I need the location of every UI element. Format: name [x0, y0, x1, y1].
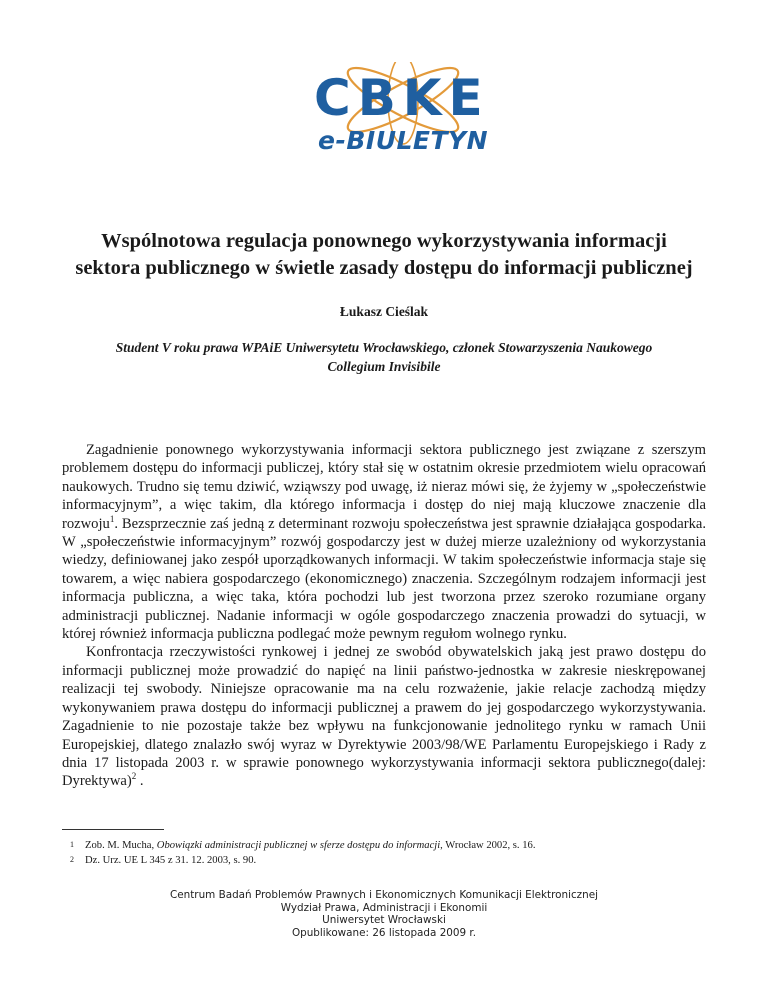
paragraph-1: Zagadnienie ponownego wykorzystywania informacji sektora publicznego jest związane z szerszym problemem dostępu do informacji publiczej, który stał się w ostatnim okresie przedmiotem wielu opracowań naukowych. Trudno się temu dziwić, wziąwszy pod uwagę, iż nieraz mówi się, że żyjemy w „społeczeństwie informacyjnym”, a więc takim, dla którego informacja i dostęp do niej mają kluczowe znaczenie dla rozwoju$^1$. Bezsprzecznie zaś jedną z determinant rozwoju społeczeństwa jest sprawnie działająca gospodarka. W „społeczeństwie informacyjnym” rozwój gospodarczy jest w dużej mierze uzależniony od wykorzystania wiedzy, definiowanej jako zespół uporządkowanych informacji. W takim społeczeństwie informacja staje się towarem, a więc nabiera gospodarczego (ekonomicznego) znaczenia. Szczególnym rodzajem informacji jest informacja publiczna, a więc taka, która pochodzi lub jest tworzona przez szeroko rozumiane organy administracji publicznej. Nadanie informacji w ogóle gospodarczego znaczenia prowadzi do sytuacji, w której również informacja publiczna podlegać może pewnym regułom wolnego rynku.: [62, 442, 706, 643]
page-footer: [60, 889, 708, 939]
logo-text: CBKE: [314, 69, 490, 127]
footnotes: [62, 838, 706, 868]
logo-subtitle: e-BIULETYN: [318, 126, 489, 155]
paragraph-2: Konfrontacja rzeczywistości rynkowej i jednej ze swobód obywatelskich jaką jest prawo dostępu do informacji publicznej może prowadzić do napięć na linii państwo-jednostka w zakresie nieskrępowanej realizacji tej swobody. Niniejsze opracowanie ma na celu rozważenie, jakie relacje zachodzą między wykonywaniem prawa dostępu do informacji publicznej a prawem do jej gospodarczego wykorzystywania. Zagadnienie to nie pozostaje także bez wpływu na funkcjonowanie jednolitego rynku w ramach Unii Europejskiej, dlatego znalazło swój wyraz w Dyrektywie 2003/98/WE Parlamentu Europejskiego i Rady z dnia 17 listopada 2003 r. w sprawie ponownego wykorzystywania informacji sektora publicznego(dalej: Dyrektywa)$^2$ .: [62, 644, 706, 790]
author-affiliation: [60, 338, 708, 376]
title-line-2: sektora publicznego w świetle zasady dostępu do informacji publicznej: [75, 257, 693, 279]
footnote-number: 1: [70, 840, 74, 849]
cbke-logo: [300, 62, 500, 162]
footnote-ref-1[interactable]: 1: [109, 513, 115, 524]
footnote-2: 2 Dz. Urz. UE L 345 z 31. 12. 2003, s. 90.: [62, 853, 706, 868]
footnote-ref-2[interactable]: 2: [131, 771, 137, 782]
footer-institution: Centrum Badań Problemów Prawnych i Ekonomicznych Komunikacji Elektronicznej: [169, 889, 598, 901]
footnote-1: 1 Zob. M. Mucha, Obowiązki administracji publicznej w sferze dostępu do informacji, Wrocław 2002, s. 16.: [62, 838, 706, 853]
footer-published-date: Opublikowane: 26 listopada 2009 r.: [291, 926, 477, 939]
title-line-1: Wspólnotowa regulacja ponownego wykorzystywania informacji: [101, 230, 667, 252]
footer-faculty: Wydział Prawa, Administracji i Ekonomii: [280, 901, 488, 914]
cited-title: Obowiązki administracji publicznej w sferze dostępu do informacji: [156, 840, 441, 851]
footnote-divider: [62, 829, 164, 830]
footnote-number: 2: [70, 855, 74, 864]
article-body: [62, 441, 706, 791]
author-name: Łukasz Cieślak: [339, 304, 429, 319]
article-title: [60, 228, 708, 282]
footer-university: Uniwersytet Wrocławski: [322, 914, 446, 926]
affiliation-line-2: Collegium Invisibile: [327, 359, 441, 374]
affiliation-line-1: Student V roku prawa WPAiE Uniwersytetu Wrocławskiego, członek Stowarzyszenia Naukowego: [115, 340, 653, 355]
